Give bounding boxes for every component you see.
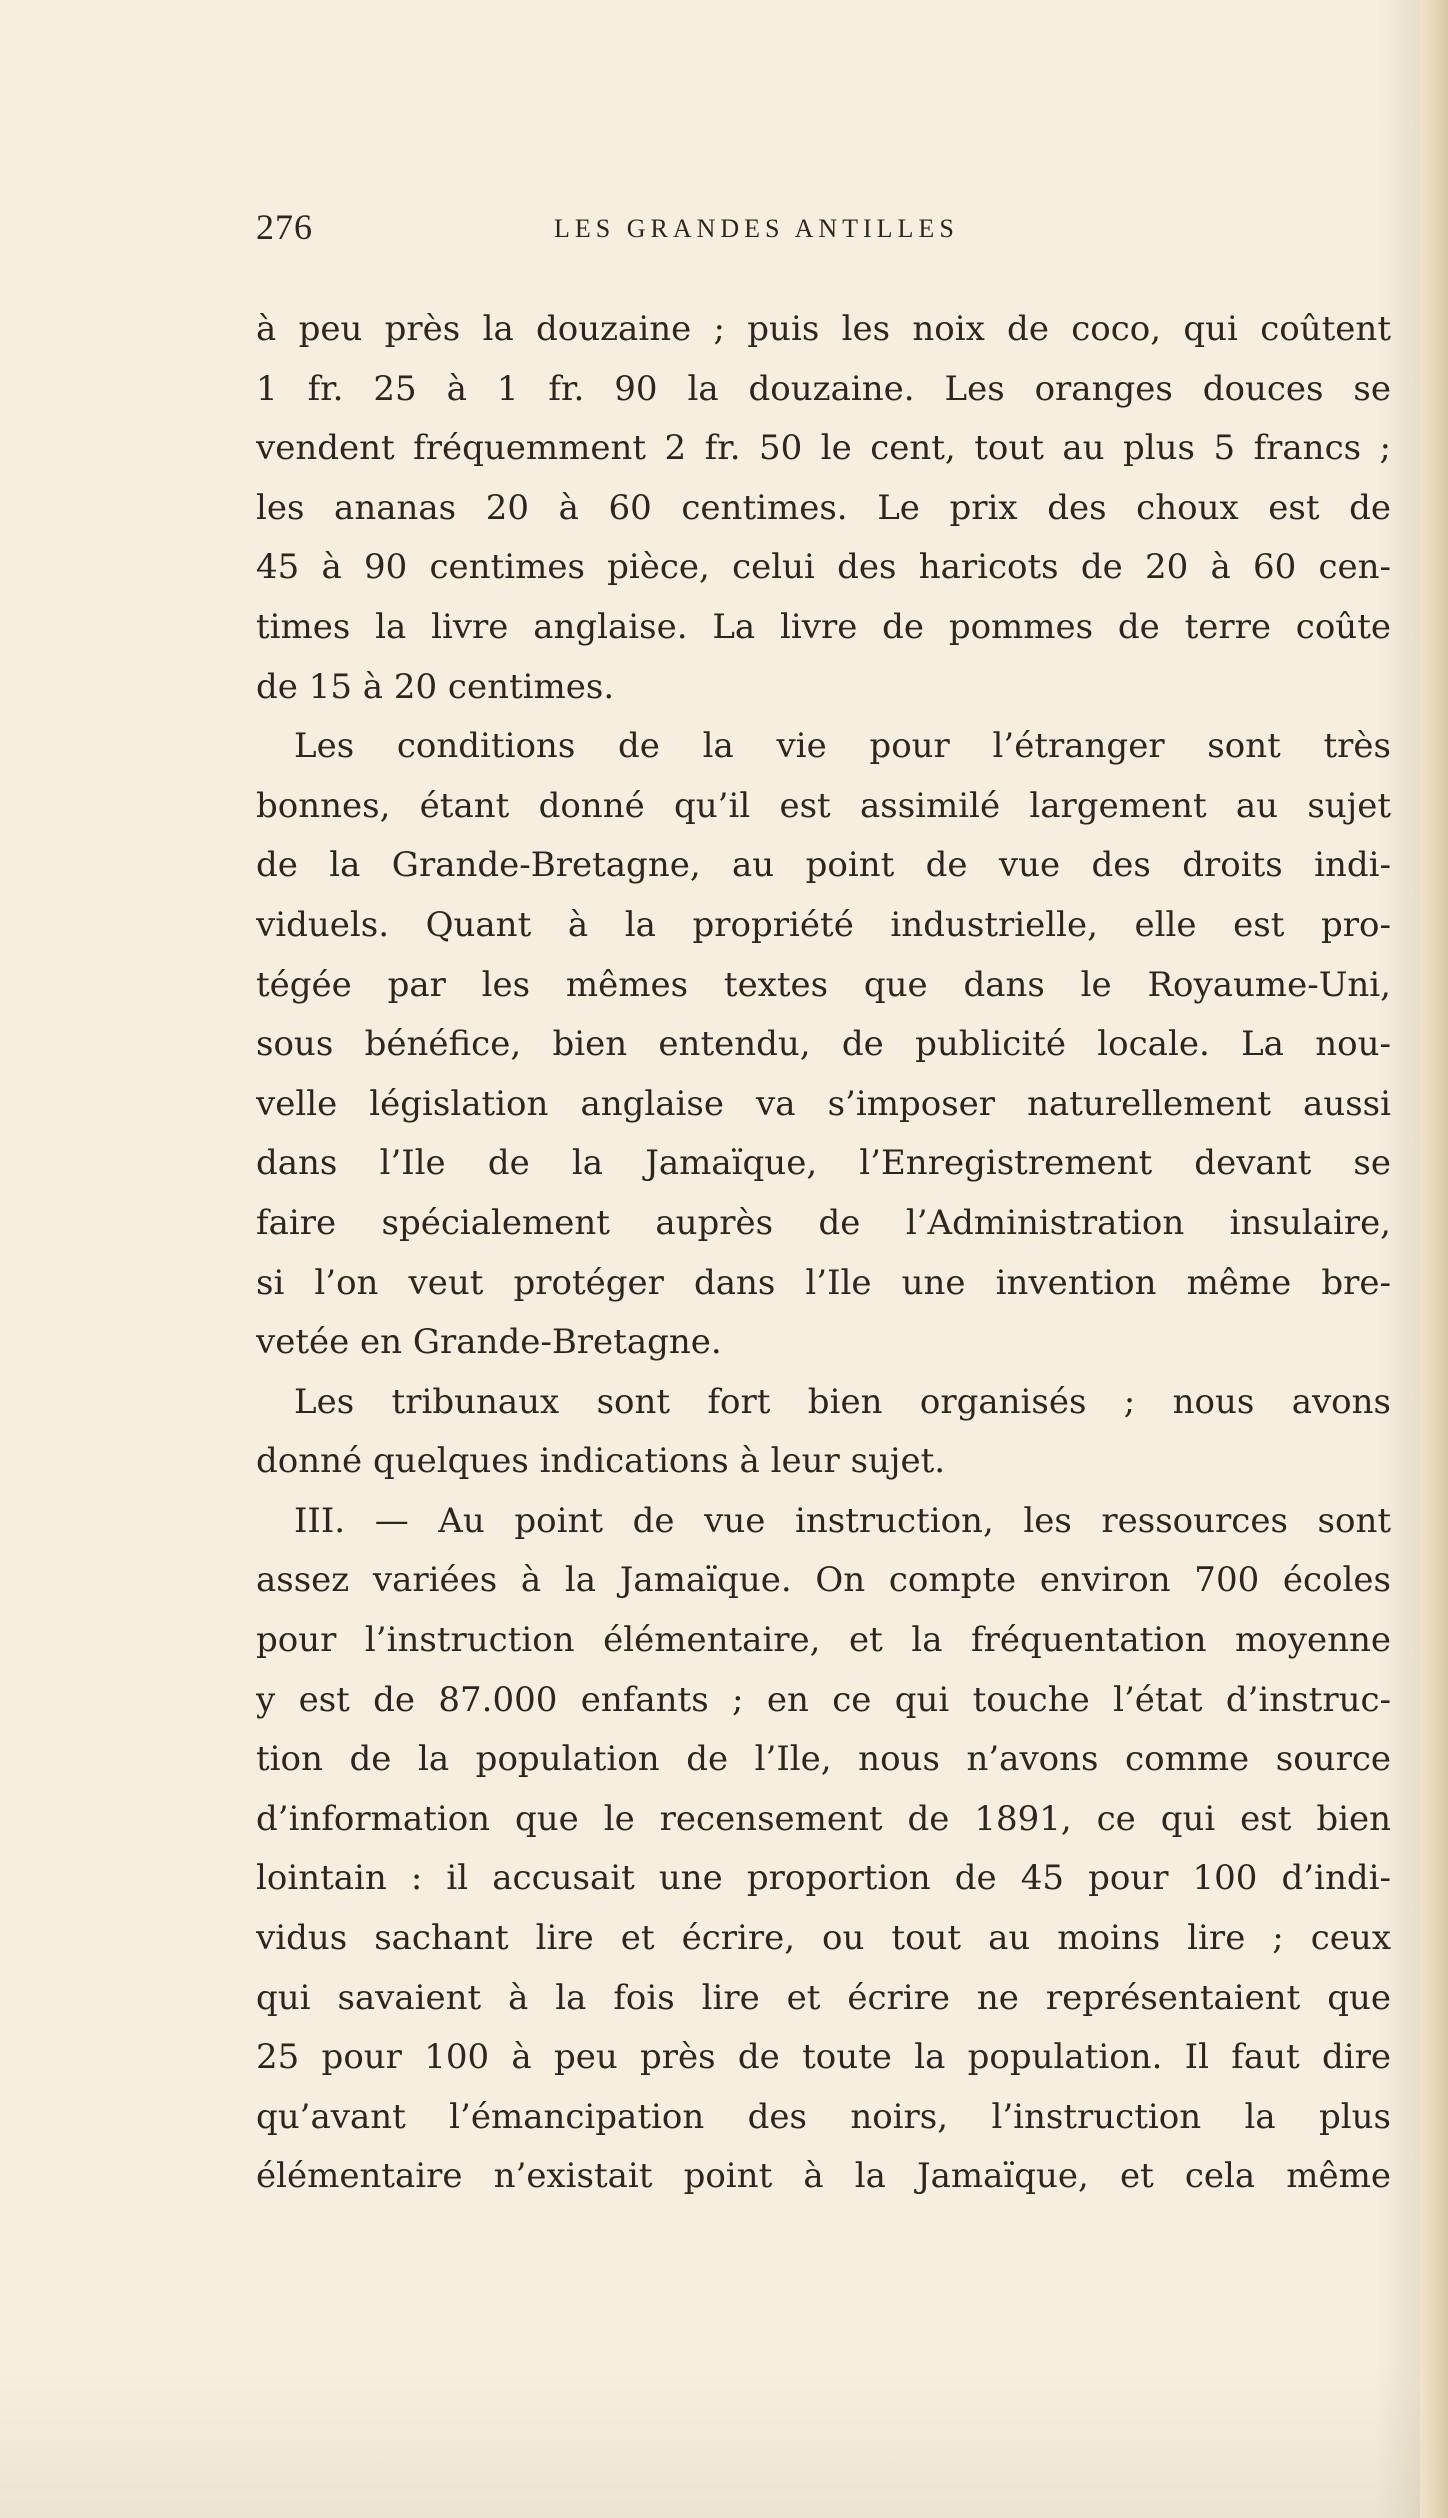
text-line: qu’avant l’émancipation des noirs, l’instruction la plus [256, 2096, 1391, 2137]
text-line: tion de la population de l’Ile, nous n’avons comme source [256, 1739, 1391, 1780]
text-line: assez variées à la Jamaïque. On compte environ 700 écoles [256, 1560, 1391, 1601]
paragraph-start-line: III. — Au point de vue instruction, les ressources sont [294, 1500, 1391, 1541]
text-line: qui savaient à la fois lire et écrire ne représentaient que [256, 1977, 1391, 2018]
text-line: tégée par les mêmes textes que dans le Royaume-Uni, [256, 964, 1391, 1005]
paragraph-start-line: Les conditions de la vie pour l’étranger sont très [294, 726, 1391, 767]
text-line: de la Grande-Bretagne, au point de vue des droits indi- [256, 845, 1391, 886]
text-line: donné quelques indications à leur sujet. [256, 1441, 946, 1482]
paragraph-start-line: Les tribunaux sont fort bien organisés ; nous avons [294, 1381, 1391, 1422]
text-line: bonnes, étant donné qu’il est assimilé largement au sujet [256, 785, 1391, 826]
text-line: 45 à 90 centimes pièce, celui des haricots de 20 à 60 cen- [256, 547, 1391, 588]
text-line: 1 fr. 25 à 1 fr. 90 la douzaine. Les oranges douces se [256, 368, 1391, 409]
text-line: élémentaire n’existait point à la Jamaïque, et cela même [256, 2156, 1391, 2197]
text-line: faire spécialement auprès de l’Administration insulaire, [256, 1202, 1391, 1243]
text-line: times la livre anglaise. La livre de pommes de terre coûte [256, 606, 1391, 647]
text-line: y est de 87.000 enfants ; en ce qui touche l’état d’instruc- [256, 1679, 1391, 1720]
page-number: 276 [256, 207, 313, 247]
page-edge [1420, 0, 1448, 2518]
body-text [256, 300, 1391, 2207]
text-line: vidus sachant lire et écrire, ou tout au moins lire ; ceux [256, 1918, 1391, 1959]
text-line: velle législation anglaise va s’imposer naturellement aussi [256, 1083, 1391, 1124]
text-line: lointain : il accusait une proportion de 45 pour 100 d’indi- [256, 1858, 1391, 1899]
text-line: 25 pour 100 à peu près de toute la population. Il faut dire [256, 2037, 1391, 2078]
text-line: dans l’Ile de la Jamaïque, l’Enregistrement devant se [256, 1143, 1391, 1184]
text-line: sous bénéfice, bien entendu, de publicité locale. La nou- [256, 1024, 1391, 1065]
text-line: vendent fréquemment 2 fr. 50 le cent, tout au plus 5 francs ; [256, 428, 1391, 469]
text-line: si l’on veut protéger dans l’Ile une invention même bre- [256, 1262, 1391, 1303]
text-line: de 15 à 20 centimes. [256, 666, 615, 707]
text-line: les ananas 20 à 60 centimes. Le prix des choux est de [256, 487, 1391, 528]
running-head: LES GRANDES ANTILLES [554, 214, 959, 243]
page-header [256, 206, 1136, 256]
text-line: à peu près la douzaine ; puis les noix de coco, qui coûtent [256, 309, 1391, 349]
text-line: viduels. Quant à la propriété industrielle, elle est pro- [256, 904, 1391, 945]
text-line: d’information que le recensement de 1891, ce qui est bien [256, 1798, 1391, 1839]
text-line: vetée en Grande-Bretagne. [256, 1322, 722, 1363]
text-line: pour l’instruction élémentaire, et la fréquentation moyenne [256, 1620, 1391, 1661]
